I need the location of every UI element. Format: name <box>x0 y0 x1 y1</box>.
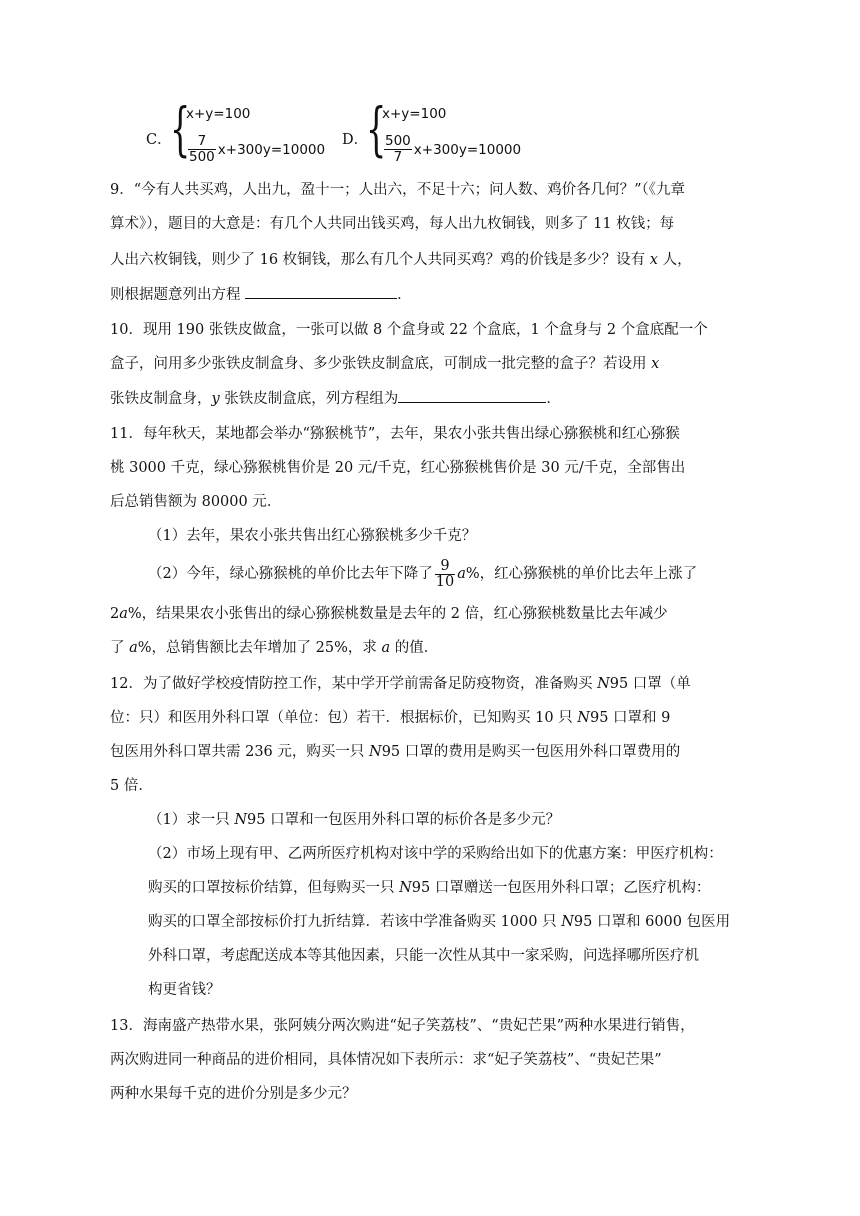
q12-part-2: （2）市场上现有甲、乙两所医疗机构对该中学的采购给出如下的优惠方案：甲医疗机构： <box>148 846 723 862</box>
q10-line-1: 10．现用 190 张铁皮做盒，一张可以做 8 个盒身或 22 个盒底，1 个盒身与 2 个盒底配一个 <box>110 322 708 338</box>
q9-line-1: 9．“今有人共买鸡，人出九，盈十一；人出六，不足十六；问人数、鸡价各几何？”（《九章 <box>110 182 686 198</box>
q12-line-7: 购买的口罩按标价结算，但每购买一只 N95 口罩赠送一包医用外科口罩；乙医疗机构： <box>148 880 711 896</box>
option-c-brace: { <box>170 95 191 163</box>
option-d-num: 500 <box>385 133 411 149</box>
option-c-num: 7 <box>188 134 216 150</box>
q13-line-3: 两种水果每千克的进价分别是多少元？ <box>110 1086 357 1102</box>
q13-line-2: 两次购进同一种商品的进价相同，具体情况如下表所示：求“妃子笑荔枝”、“贵妃芒果” <box>110 1052 662 1068</box>
q10-line-3: 张铁皮制盒身，y 张铁皮制盒底，列方程组为 ． <box>110 388 561 409</box>
q12-part-1: （1）求一只 N95 口罩和一包医用外科口罩的标价各是多少元？ <box>148 812 561 828</box>
q12-line-4: 5 倍． <box>110 778 153 794</box>
option-c-tail: x+300y=10000 <box>217 141 326 158</box>
q9-answer-blank[interactable] <box>245 284 397 299</box>
q10-answer-blank[interactable] <box>398 388 546 403</box>
q11-part-2: （2）今年，绿心猕猴桃的单价比去年下降了 $\frac{9}{10}$ a%，红心猕猴桃的单价比去年上涨了 <box>148 557 698 590</box>
q12-line-3: 包医用外科口罩共需 236 元，购买一只 N95 口罩的费用是购买一包医用外科口罩费用的 <box>110 744 681 760</box>
q12-line-1: 12．为了做好学校疫情防控工作，某中学开学前需备足防疫物资，准备购买 N95 口罩（单 <box>110 676 691 692</box>
option-c-eq1: x+y=100 <box>186 106 251 122</box>
q11-line-3: 后总销售额为 80000 元． <box>110 494 282 510</box>
option-c-label: C． <box>146 132 172 148</box>
option-d-eq1: x+y=100 <box>382 106 447 122</box>
q12-line-8: 购买的口罩全部按标价打九折结算．若该中学准备购买 1000 只 N95 口罩和 6000 包医用 <box>148 914 731 930</box>
q11-line-1: 11．每年秋天，某地都会举办“猕猴桃节”，去年，果农小张共售出绿心猕猴桃和红心猕猴 <box>110 426 680 442</box>
option-c-eq2 <box>186 134 325 165</box>
q9-line-2: 算术》），题目的大意是：有几个人共同出钱买鸡，每人出九枚铜钱，则多了 11 枚钱；每 <box>110 216 675 232</box>
q12-line-9: 外科口罩，考虑配送成本等其他因素，只能一次性从其中一家采购，问选择哪所医疗机 <box>148 948 699 964</box>
q12-line-2: 位：只）和医用外科口罩（单位：包）若干．根据标价，已知购买 10 只 N95 口罩和 9 <box>110 710 671 726</box>
option-d-eq2 <box>382 134 521 165</box>
q13-line-1: 13．海南盛产热带水果，张阿姨分两次购进“妃子笑荔枝”、“贵妃芒果”两种水果进行销售， <box>110 1018 695 1034</box>
q11-line-2: 桃 3000 千克，绿心猕猴桃售价是 20 元/千克，红心猕猴桃售价是 30 元/千克，全部售出 <box>110 460 686 476</box>
q9-line-3: 人出六枚铜钱，则少了 16 枚铜钱，那么有几个人共同买鸡？鸡的价钱是多少？设有 x 人， <box>110 252 692 268</box>
option-d-tail: x+300y=10000 <box>413 141 522 158</box>
option-d-brace: { <box>366 95 387 163</box>
q11-line-6: 了 a%，总销售额比去年增加了 25%，求 a 的值． <box>110 640 439 656</box>
q12-line-10: 构更省钱？ <box>148 982 221 998</box>
option-d-den: 7 <box>393 149 403 165</box>
q9-line-4: 则根据题意列出方程 ． <box>110 284 412 305</box>
option-c-den: 500 <box>189 149 215 165</box>
q11-line-5: 2a%，结果果农小张售出的绿心猕猴桃数量是去年的 2 倍，红心猕猴桃数量比去年减少 <box>110 606 668 622</box>
q11-part-1: （1）去年，果农小张共售出红心猕猴桃多少千克？ <box>148 528 477 544</box>
option-d-label: D． <box>342 132 369 148</box>
q10-line-2: 盒子，问用多少张铁皮制盒身、多少张铁皮制盒底，可制成一批完整的盒子？若设用 x <box>110 356 660 372</box>
q11-fraction: $\frac{9}{10}$ <box>435 557 455 590</box>
